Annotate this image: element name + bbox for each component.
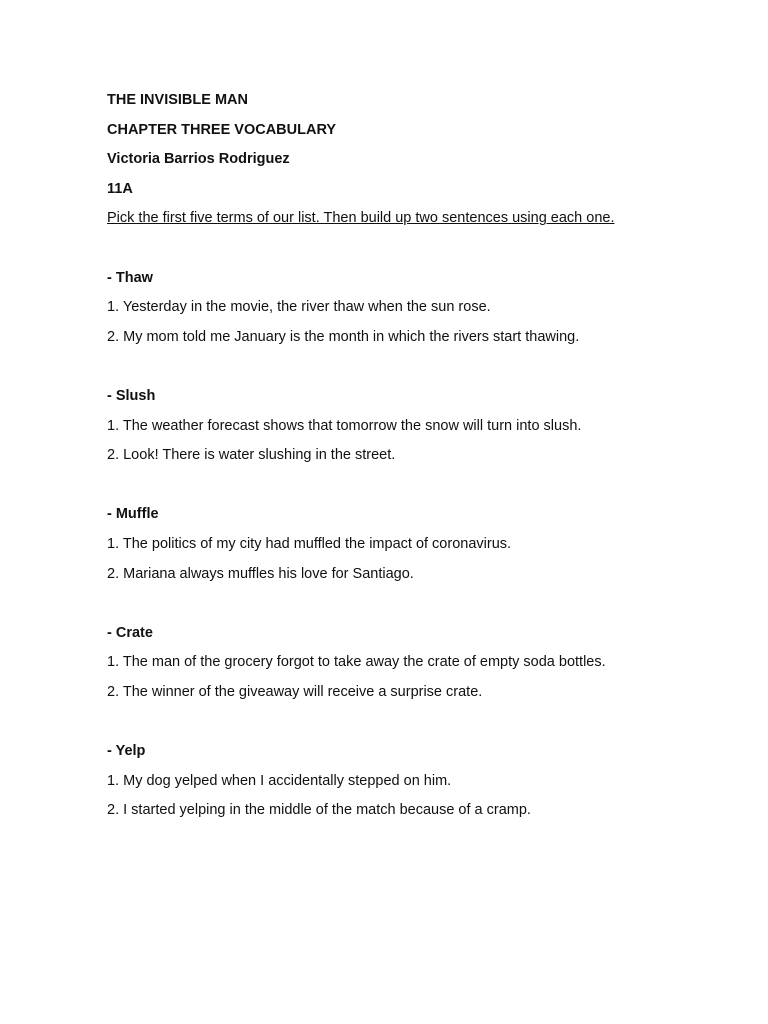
section-spacer (107, 474, 727, 504)
term-heading: - Crate (107, 624, 153, 641)
document-page (107, 89, 727, 829)
document-title: THE INVISIBLE MAN (107, 92, 248, 108)
example-sentence: 1. The politics of my city had muffled the impact of coronavirus. (107, 535, 512, 552)
example-sentence: 1. Yesterday in the movie, the river thaw when the sun rose. (107, 299, 491, 316)
example-sentence: 2. I started yelping in the middle of the match because of a cramp. (107, 802, 531, 819)
section-spacer (107, 355, 727, 385)
term-heading: - Muffle (107, 506, 159, 523)
section-spacer (107, 710, 727, 740)
section-spacer (107, 237, 727, 267)
author-name: Victoria Barrios Rodriguez (107, 151, 290, 168)
instructions: Pick the first five terms of our list. Then build up two sentences using each one. (107, 210, 615, 227)
grade-label: 11A (107, 180, 133, 197)
example-sentence: 1. My dog yelped when I accidentally stepped on him. (107, 772, 452, 789)
term-heading: - Yelp (107, 743, 146, 760)
example-sentence: 2. Mariana always muffles his love for Santiago. (107, 565, 414, 582)
example-sentence: 2. Look! There is water slushing in the street. (107, 447, 396, 464)
term-heading: - Slush (107, 387, 156, 404)
term-heading: - Thaw (107, 269, 153, 286)
example-sentence: 1. The man of the grocery forgot to take away the crate of empty soda bottles. (107, 654, 606, 671)
section-spacer (107, 592, 727, 622)
example-sentence: 2. My mom told me January is the month in which the rivers start thawing. (107, 328, 580, 345)
example-sentence: 2. The winner of the giveaway will receive a surprise crate. (107, 683, 483, 700)
document-subtitle: CHAPTER THREE VOCABULARY (107, 121, 337, 138)
example-sentence: 1. The weather forecast shows that tomorrow the snow will turn into slush. (107, 417, 582, 434)
